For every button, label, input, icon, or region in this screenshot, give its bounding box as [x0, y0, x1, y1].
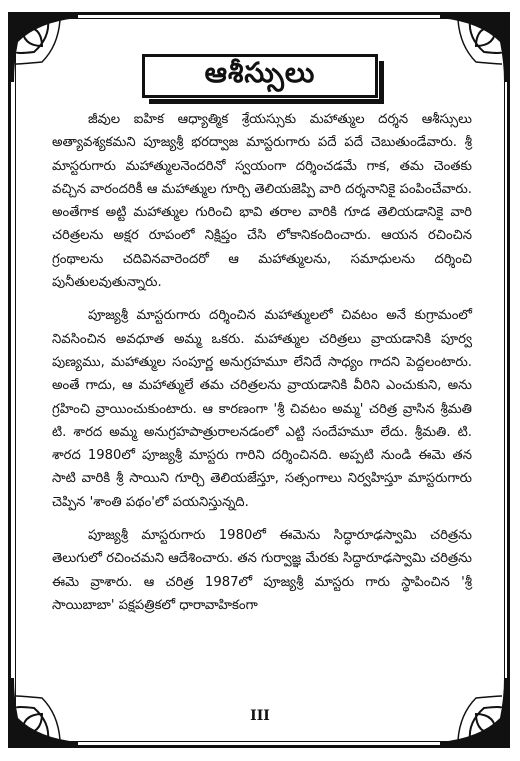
page-number: III	[250, 708, 270, 724]
ornament-corner-icon	[8, 12, 78, 82]
paragraph: పూజ్యశ్రీ మాస్టరుగారు 1980లో ఈమెను సిద్ధారూఢస్వామి చరిత్రను తెలుగులో రచించమని ఆదేశించారు. తన గుర్వాజ్ఞ మేరకు సిద్ధారూఢస్వామి చరిత్రను ఈమె వ్రాశారు. ఆ చరిత్ర 1987లో పూజ్యశ్రీ మాస్టరు గారు స్థాపించిన 'శ్రీ సాయిబాబా' పక్షపత్రికలో ధారావాహికంగా	[52, 528, 472, 613]
body-text	[52, 108, 472, 627]
ornament-corner-icon	[440, 12, 510, 82]
paragraph: పూజ్యశ్రీ మాస్టరుగారు దర్శించిన మహాత్ములలో చివటం అనే కుగ్రామంలో నివసించిన అవధూత అమ్మ ఒకరు. మహాత్ముల చరిత్రలు వ్రాయడానికి పూర్వ పుణ్యము, మహాత్ముల సంపూర్ణ అనుగ్రహమూ లేనిదే సాధ్యం గాదని పెద్దలంటారు. అంతే గాదు, ఆ మహాత్ములే తమ చరిత్రలను వ్రాయడానికి వీరిని ఎంచుకుని, అను గ్రహించి వ్రాయించుకుంటారు. ఆ కారణంగా 'శ్రీ చివటం అమ్మ' చరిత్ర వ్రాసిన శ్రీమతి టి. శారద అమ్మ అనుగ్రహపాత్రురాలనడంలో ఎట్టి సందేహమూ లేదు. శ్రీమతి. టి. శారద 1980లో పూజ్యశ్రీ మాస్టరు గారిని దర్శించినది. అప్పటి నుండి ఈమె తన సాటి వారికి శ్రీ సాయిని గూర్చి తెలియజేస్తూ, సత్సంగాలు నిర్వహిస్తూ మాస్టరుగారు చెప్పిన 'శాంతి పథం'లో పయనిస్తున్నది.	[52, 308, 472, 510]
title-box	[142, 54, 378, 98]
page-title: ఆశీస్సులు	[204, 56, 316, 89]
paragraph: జీవుల ఐహిక ఆధ్యాత్మిక శ్రేయస్సుకు మహాత్ముల దర్శన ఆశీస్సులు అత్యావశ్యకమని పూజ్యశ్రీ భరద్వాజ మాస్టరుగారు పదే పదే చెబుతుండేవారు. శ్రీ మాస్టరుగారు మహాత్ములనెందరినో స్వయంగా దర్శించడమే గాక, తమ చెంతకు వచ్చిన వారందరికీ ఆ మహాత్ముల గూర్చి తెలియజెప్పి వారి దర్శనానికై పంపించేవారు. అంతేగాక అట్టి మహాత్ముల గురించి భావి తరాల వారికి గూడ తెలియడానికై వారి చరిత్రలను అక్షర రూపంలో నిక్షిప్తం చేసి లోకానికందించారు. ఆయన రచించిన గ్రంథాలను చదివినవారెందరో ఆ మహాత్ములను, సమాధులను దర్శించి పునీతులవుతున్నారు.	[52, 112, 472, 291]
